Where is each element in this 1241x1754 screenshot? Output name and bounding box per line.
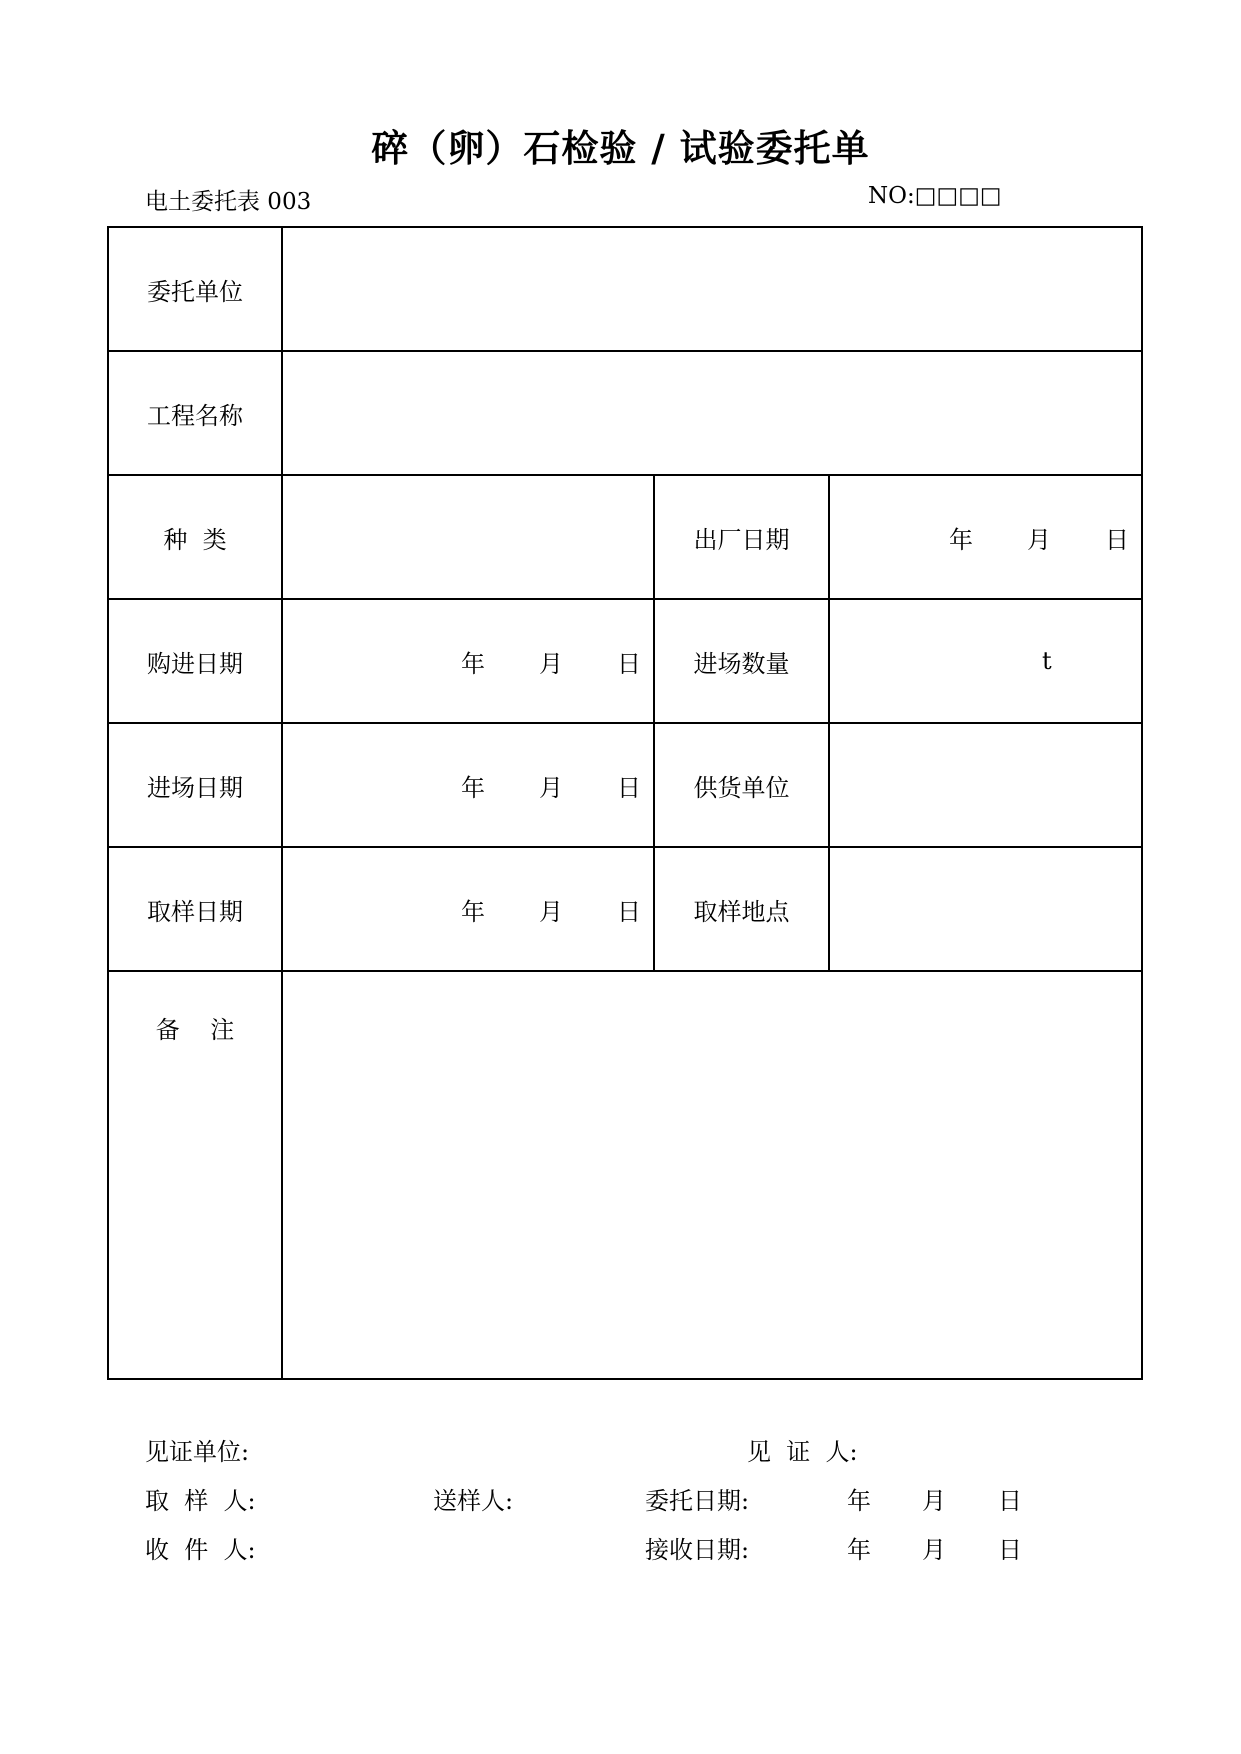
form-code: 电土委托表 003	[145, 189, 312, 215]
field-sampling-date[interactable]	[282, 847, 654, 971]
field-purchase-date[interactable]	[282, 599, 654, 723]
month-unit: 月	[539, 897, 563, 926]
day-unit: 日	[617, 649, 641, 678]
label-sampling-date: 取样日期	[108, 847, 282, 971]
page-title: 碎（卵）石检验 / 试验委托单	[371, 126, 870, 170]
commission-day-unit: 日	[998, 1487, 1022, 1515]
label-sampling-location: 取样地点	[654, 847, 829, 971]
field-client[interactable]	[282, 227, 1142, 351]
commission-date-label: 委托日期:	[645, 1487, 750, 1515]
label-client: 委托单位	[108, 227, 282, 351]
field-project[interactable]	[282, 351, 1142, 475]
row-project	[108, 351, 1142, 475]
label-quantity: 进场数量	[654, 599, 829, 723]
receive-day-unit: 日	[998, 1536, 1022, 1564]
label-project: 工程名称	[108, 351, 282, 475]
year-unit: 年	[461, 773, 485, 802]
label-entry-date: 进场日期	[108, 723, 282, 847]
form-number: NO:□□□□	[868, 183, 1002, 209]
receive-date-label: 接收日期:	[645, 1536, 750, 1564]
field-factory-date[interactable]	[829, 475, 1142, 599]
field-quantity[interactable]	[829, 599, 1142, 723]
receive-month-unit: 月	[922, 1536, 946, 1564]
field-sampling-location[interactable]	[829, 847, 1142, 971]
year-unit: 年	[461, 897, 485, 926]
witness-label: 见 证 人:	[747, 1438, 858, 1466]
receive-year-unit: 年	[847, 1536, 871, 1564]
witness-unit-label: 见证单位:	[145, 1438, 250, 1466]
row-type	[108, 475, 1142, 599]
sender-label: 送样人:	[433, 1487, 514, 1515]
label-supplier: 供货单位	[654, 723, 829, 847]
day-unit: 日	[617, 773, 641, 802]
label-remarks: 备 注	[108, 971, 282, 1379]
row-purchase	[108, 599, 1142, 723]
month-unit: 月	[539, 773, 563, 802]
month-unit: 月	[1027, 525, 1052, 554]
label-purchase-date: 购进日期	[108, 599, 282, 723]
year-unit: 年	[949, 525, 974, 554]
commission-year-unit: 年	[847, 1487, 871, 1515]
field-remarks[interactable]	[282, 971, 1142, 1379]
day-unit: 日	[617, 897, 641, 926]
row-entry	[108, 723, 1142, 847]
year-unit: 年	[461, 649, 485, 678]
receiver-label: 收 件 人:	[145, 1536, 256, 1564]
month-unit: 月	[539, 649, 563, 678]
field-entry-date[interactable]	[282, 723, 654, 847]
row-client	[108, 227, 1142, 351]
row-remarks	[108, 971, 1142, 1379]
quantity-unit: t	[1042, 647, 1052, 675]
label-factory-date: 出厂日期	[654, 475, 829, 599]
commission-form-table	[107, 226, 1143, 1380]
label-type: 种 类	[108, 475, 282, 599]
day-unit: 日	[1105, 525, 1130, 554]
field-supplier[interactable]	[829, 723, 1142, 847]
field-type[interactable]	[282, 475, 654, 599]
commission-month-unit: 月	[922, 1487, 946, 1515]
row-sampling	[108, 847, 1142, 971]
sampler-label: 取 样 人:	[145, 1487, 256, 1515]
